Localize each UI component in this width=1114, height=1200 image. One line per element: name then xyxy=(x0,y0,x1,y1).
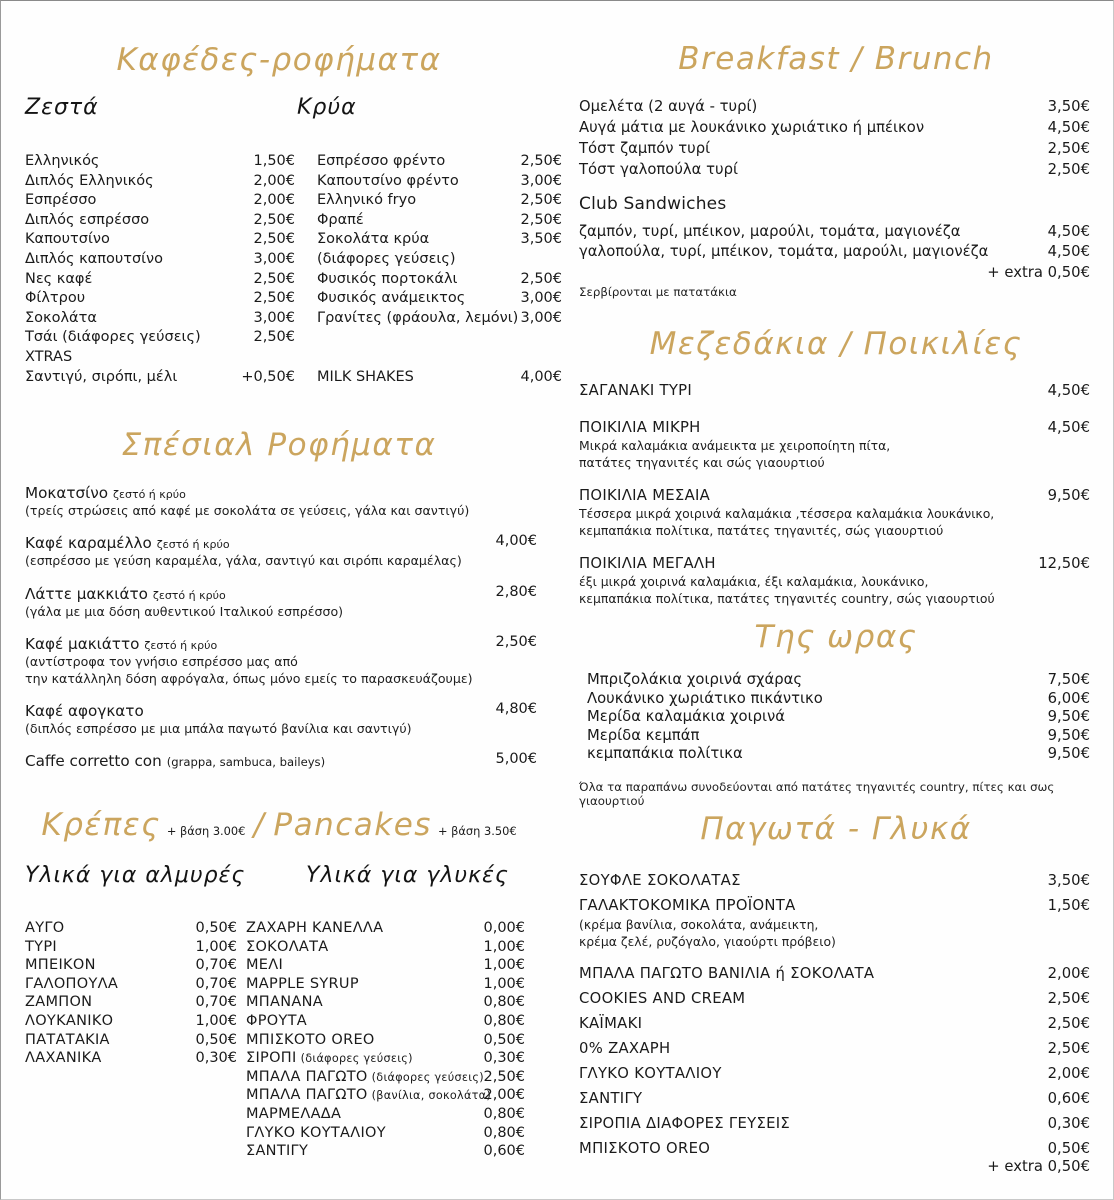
section-desserts xyxy=(557,813,1114,846)
desserts-title: Παγωτά - Γλυκά xyxy=(700,811,972,847)
table-row xyxy=(587,727,1090,746)
menu-item-name: Μερίδα κεμπάπ xyxy=(587,726,700,744)
menu-item-price: 2,50€ xyxy=(253,211,295,228)
table-row xyxy=(25,152,562,172)
menu-item-price: 2,50€ xyxy=(520,192,562,209)
menu-item-name: Λουκάνικο χωριάτικο πικάντικο xyxy=(587,689,823,707)
menu-item-name: Διπλός εσπρέσσο xyxy=(25,211,150,228)
mezedes-list xyxy=(579,380,1090,622)
filling-price: 1,00€ xyxy=(195,938,237,955)
table-row xyxy=(587,671,1090,690)
menu-item-price: 7,50€ xyxy=(1047,671,1090,688)
menu-item-price: 4,50€ xyxy=(1047,419,1090,436)
section-tis-oras xyxy=(557,621,1114,654)
filling-price: 2,50€ xyxy=(483,1068,525,1085)
filling-name: ΑΥΓΟ xyxy=(25,920,65,936)
table-row xyxy=(579,117,1090,138)
filling-price: 2,00€ xyxy=(483,1087,525,1104)
filling-name: ΤΥΡΙ xyxy=(25,938,57,955)
menu-item-name: Φυσικός ανάμεικτος xyxy=(317,290,466,307)
menu-item-name: Τσάι (διάφορες γεύσεις) xyxy=(25,329,201,346)
menu-item-name: Φίλτρου xyxy=(25,290,86,307)
menu-item-price: 4,50€ xyxy=(1047,119,1090,136)
menu-item-price: 4,50€ xyxy=(1047,223,1090,240)
menu-item-name: Καπουτσίνο xyxy=(25,231,110,248)
menu-item-price: 9,50€ xyxy=(1047,708,1090,725)
table-row xyxy=(1,1142,557,1161)
table-row xyxy=(579,242,1090,262)
fillings-table xyxy=(1,919,557,1161)
table-row xyxy=(1,1105,557,1124)
menu-item-price: 0,50€ xyxy=(1047,1140,1090,1158)
table-row xyxy=(25,191,562,211)
tis-oras-title: Της ωρας xyxy=(754,619,918,655)
table-row xyxy=(579,159,1090,180)
table-row xyxy=(1,1124,557,1143)
pancakes-title: Pancakes xyxy=(273,807,432,843)
menu-item-name: ΚΑΪΜΑΚΙ xyxy=(579,1015,643,1033)
menu-item-name: ΓΛΥΚΟ ΚΟΥΤΑΛΙΟΥ xyxy=(579,1065,722,1083)
menu-item-name: ΣΟΥΦΛΕ ΣΟΚΟΛΑΤΑΣ xyxy=(579,872,741,889)
menu-item-description: (διπλός εσπρέσσο με μια μπάλα παγωτό βανίλια και σαντιγύ) xyxy=(25,721,412,737)
menu-item-price: 9,50€ xyxy=(1047,745,1090,762)
coffee-subheading-cold: Κρύα xyxy=(297,95,357,120)
menu-item-price: 3,00€ xyxy=(253,309,295,326)
menu-item-name: Καφέ μακιάττο xyxy=(25,635,140,654)
breakfast-note: Σερβίρονται με πατατάκια xyxy=(579,285,737,299)
table-row xyxy=(579,96,1090,117)
filling-price: 0,50€ xyxy=(195,920,237,936)
menu-item-price: 2,50€ xyxy=(1047,1040,1090,1058)
filling-name: ΣΟΚΟΛΑΤΑ xyxy=(246,938,329,955)
milkshakes-price: 4,00€ xyxy=(520,368,562,385)
table-row xyxy=(1,993,557,1012)
desserts-list xyxy=(579,869,1090,1162)
menu-item-description: (αντίστροφα τον γνήσιο εσπρέσσο μας από xyxy=(25,654,298,670)
menu-item-name: Γρανίτες (φράουλα, λεμόνι) xyxy=(317,309,519,326)
list-item xyxy=(579,1037,1090,1060)
menu-item-price: 0,60€ xyxy=(1047,1090,1090,1108)
menu-item-name: Λάττε μακκιάτο xyxy=(25,584,148,603)
menu-item-name: Σοκολάτα xyxy=(25,309,97,326)
section-breakfast xyxy=(557,43,1114,76)
menu-item-name: (διάφορες γεύσεις) xyxy=(317,250,456,267)
menu-item-price: 5,00€ xyxy=(495,751,537,768)
menu-item-qualifier: ζεστό ή κρύο xyxy=(144,639,218,653)
list-item xyxy=(579,987,1090,1010)
menu-item-price: 2,50€ xyxy=(253,231,295,248)
crepes-title: Κρέπες xyxy=(41,807,161,843)
menu-item-name: ΜΠΙΣΚΟΤΟ OREO xyxy=(579,1140,711,1158)
filling-price: 0,30€ xyxy=(483,1050,525,1067)
menu-item-price: 2,50€ xyxy=(520,270,562,287)
menu-item-price: 12,50€ xyxy=(1038,555,1090,573)
table-row xyxy=(1,975,557,994)
menu-item-name: Εσπρέσσο xyxy=(25,192,97,209)
filling-price: 1,00€ xyxy=(483,938,525,955)
table-row xyxy=(1,1012,557,1031)
table-row xyxy=(1,956,557,975)
list-item xyxy=(579,1087,1090,1110)
menu-item-price: 4,00€ xyxy=(495,533,537,550)
menu-item-description: κεμπαπάκια πολίτικα, πατάτες τηγανιτές, σώς γιαουρτιού xyxy=(579,522,944,538)
menu-item-name: Εσπρέσσο φρέντο xyxy=(317,153,446,169)
menu-item-description: έξι μικρά χοιρινά καλαμάκια, έξι καλαμάκια, λουκάνικο, xyxy=(579,574,929,590)
menu-item-name: COOKIES AND CREAM xyxy=(579,990,746,1008)
menu-item-name: Μπριζολάκια χοιρινά σχάρας xyxy=(587,671,803,688)
menu-item-name: Καπουτσίνο φρέντο xyxy=(317,172,459,189)
menu-item-description: την κατάλληλη δόση αφρόγαλα, όπως μόνο εμείς το παρασκευάζουμε) xyxy=(25,670,473,686)
menu-item-name: Ελληνικό fryo xyxy=(317,192,417,209)
menu-item-name: Ομελέτα (2 αυγά - τυρί) xyxy=(579,98,758,115)
table-row xyxy=(579,222,1090,242)
table-row xyxy=(1,1049,557,1068)
menu-item-price: 3,00€ xyxy=(520,290,562,307)
menu-item-name: ΠΟΙΚΙΛΙΑ ΜΕΓΑΛΗ xyxy=(579,555,716,573)
filling-price: 0,80€ xyxy=(483,1105,525,1122)
menu-item-description: (κρέμα βανίλια, σοκολάτα, ανάμεικτη, xyxy=(579,917,819,932)
filling-name: ΓΑΛΟΠΟΥΛΑ xyxy=(25,975,119,992)
filling-name: ΜΠΕΙΚΟΝ xyxy=(25,957,96,974)
table-row xyxy=(25,309,562,329)
filling-name: ΠΑΤΑΤΑΚΙΑ xyxy=(25,1031,110,1048)
menu-item-name: γαλοπούλα, τυρί, μπέικον, τομάτα, μαρούλι, μαγιονέζα xyxy=(579,243,989,260)
menu-item-description: Τέσσερα μικρά χοιρινά καλαμάκια ,τέσσερα καλαμάκια λουκάνικο, xyxy=(579,506,995,522)
menu-item-price: 3,50€ xyxy=(520,231,562,248)
menu-item-description: κεμπαπάκια πολίτικα, πατάτες τηγανιτές country, σώς γιαουρτιού xyxy=(579,590,995,606)
filling-price: 0,70€ xyxy=(195,957,237,974)
filling-variant: (βανίλια, σοκολάτα) xyxy=(371,1089,491,1103)
menu-item-price: 3,50€ xyxy=(1047,98,1090,115)
desserts-extra-price: + extra 0,50€ xyxy=(987,1158,1090,1175)
milkshakes-name: MILK SHAKES xyxy=(317,368,414,385)
filling-name: ΓΛΥΚΟ ΚΟΥΤΑΛΙΟΥ xyxy=(246,1124,386,1141)
menu-item-qualifier: ζεστό ή κρύο xyxy=(152,588,226,602)
menu-item-name: Μερίδα καλαμάκια χοιρινά xyxy=(587,708,786,725)
menu-item-price: 2,50€ xyxy=(1047,161,1090,178)
filling-name: MAPPLE SYRUP xyxy=(246,975,359,992)
filling-variant: (διάφορες γεύσεις) xyxy=(371,1070,484,1084)
menu-item-price: 9,50€ xyxy=(1047,487,1090,505)
filling-name: ΛΟΥΚΑΝΙΚΟ xyxy=(25,1012,114,1029)
menu-item-name: 0% ΖΑΧΑΡΗ xyxy=(579,1040,671,1058)
list-item xyxy=(25,751,545,771)
coffee-title: Καφέδες-ροφήματα xyxy=(116,42,442,78)
section-special-drinks xyxy=(1,429,557,462)
filling-price: 1,00€ xyxy=(483,975,525,992)
special-drinks-title: Σπέσιαλ Ροφήματα xyxy=(121,427,437,463)
filling-price: 0,60€ xyxy=(483,1143,525,1160)
table-row xyxy=(25,328,545,348)
list-item xyxy=(579,417,1090,471)
table-row xyxy=(25,172,562,192)
table-row xyxy=(587,708,1090,727)
filling-name: ΜΑΡΜΕΛΑΔΑ xyxy=(246,1105,342,1122)
list-item xyxy=(579,1012,1090,1035)
menu-item-name: ΓΑΛΑΚΤΟΚΟΜΙΚΑ ΠΡΟΪΟΝΤΑ xyxy=(579,897,796,914)
filling-name: ΣΑΝΤΙΓΥ xyxy=(246,1143,309,1160)
menu-item-name: Μοκατσίνο xyxy=(25,484,109,502)
list-item xyxy=(579,869,1090,892)
section-coffee xyxy=(1,44,557,77)
club-extra-price: + extra 0,50€ xyxy=(987,264,1090,281)
filling-price: 0,80€ xyxy=(483,1012,525,1029)
menu-item-price: 2,80€ xyxy=(495,583,537,600)
section-mezedes xyxy=(557,328,1114,361)
table-row xyxy=(1,1068,557,1087)
list-item xyxy=(579,380,1090,401)
filling-price: 1,00€ xyxy=(483,957,525,974)
menu-item-name: Σοκολάτα κρύα xyxy=(317,231,430,248)
fillings-subheading-savoury: Υλικά για αλμυρές xyxy=(25,863,246,888)
menu-item-name: κεμπαπάκια πολίτικα xyxy=(587,745,743,762)
special-drinks-list xyxy=(25,483,545,785)
menu-item-price: 2,50€ xyxy=(253,270,295,287)
list-item xyxy=(25,584,545,620)
club-sandwiches-title: Club Sandwiches xyxy=(579,194,727,214)
menu-item-price: 4,50€ xyxy=(1047,382,1090,399)
filling-name: ΦΡΟΥΤΑ xyxy=(246,1012,308,1029)
crepes-base-price: + βάση 3.00€ xyxy=(166,824,246,838)
mezedes-title: Μεζεδάκια / Ποικιλίες xyxy=(649,326,1023,362)
coffee-subheading-hot: Ζεστά xyxy=(25,95,99,120)
filling-price: 1,00€ xyxy=(195,1012,237,1029)
menu-item-price: 2,50€ xyxy=(520,153,562,169)
menu-item-name: ΠΟΙΚΙΛΙΑ ΜΕΣΑΙΑ xyxy=(579,487,711,505)
filling-name: ΖΑΜΠΟΝ xyxy=(25,994,93,1011)
xtras-block xyxy=(25,348,562,387)
filling-name: ΜΕΛΙ xyxy=(246,957,284,974)
filling-price: 0,80€ xyxy=(483,1124,525,1141)
menu-item-name: ΣΑΝΤΙΓΥ xyxy=(579,1090,643,1108)
list-item xyxy=(25,701,545,737)
table-row xyxy=(1,1086,557,1105)
menu-item-price: 0,30€ xyxy=(1047,1115,1090,1133)
menu-item-price: 2,50€ xyxy=(253,329,295,346)
menu-item-price: 2,00€ xyxy=(1047,1065,1090,1083)
menu-item-price: 2,00€ xyxy=(1047,965,1090,983)
menu-item-description: κρέμα ζελέ, ρυζόγαλο, γιαούρτι πρόβειο) xyxy=(579,933,836,949)
menu-item-qualifier: (grappa, sambuca, baileys) xyxy=(166,755,326,770)
table-row xyxy=(25,211,562,231)
filling-price: 0,50€ xyxy=(483,1031,525,1048)
filling-name: ΜΠΑΛΑ ΠΑΓΩΤΟ (βανίλια, σοκολάτα) xyxy=(246,1087,491,1104)
breakfast-title: Breakfast / Brunch xyxy=(678,41,994,77)
filling-name: ΖΑΧΑΡΗ ΚΑΝΕΛΛΑ xyxy=(246,920,384,936)
tis-oras-list xyxy=(587,671,1090,764)
menu-item-price: 3,00€ xyxy=(253,250,295,267)
menu-item-name: Φραπέ xyxy=(317,211,364,228)
menu-item-name: Ελληνικός xyxy=(25,153,100,169)
menu-item-price: 2,50€ xyxy=(1047,140,1090,157)
list-item xyxy=(25,533,545,569)
xtras-label: XTRAS xyxy=(25,349,73,365)
filling-name: ΜΠΑΝΑΝΑ xyxy=(246,994,323,1011)
fillings-subheading-sweet: Υλικά για γλυκές xyxy=(306,863,509,888)
menu-item-price: 3,50€ xyxy=(1047,872,1090,889)
menu-item-name: Τόστ ζαμπόν τυρί xyxy=(579,140,711,157)
filling-price: 0,50€ xyxy=(195,1031,237,1048)
coffee-table xyxy=(25,152,562,348)
menu-item-price: 2,50€ xyxy=(1047,1015,1090,1033)
pancakes-base-price: + βάση 3.50€ xyxy=(437,824,517,838)
list-item xyxy=(579,962,1090,985)
table-row xyxy=(1,1031,557,1050)
menu-item-price: 9,50€ xyxy=(1047,726,1090,744)
menu-item-description: πατάτες τηγανιτές και σώς γιαουρτιού xyxy=(579,454,825,470)
menu-item-description: (τρείς στρώσεις από καφέ με σοκολάτα σε γεύσεις, γάλα και σαντιγύ) xyxy=(25,503,470,518)
list-item xyxy=(579,1112,1090,1135)
menu-item-price: 2,50€ xyxy=(520,211,562,228)
table-row xyxy=(1,938,557,957)
xtras-price: +0,50€ xyxy=(241,368,295,385)
menu-item-price: 4,50€ xyxy=(1047,243,1090,260)
filling-price: 0,70€ xyxy=(195,975,237,992)
table-row xyxy=(25,289,562,309)
menu-item-price: 2,50€ xyxy=(1047,990,1090,1008)
menu-item-price: 4,80€ xyxy=(495,701,537,718)
table-row xyxy=(1,919,557,938)
menu-item-name: Caffe corretto con xyxy=(25,752,162,771)
menu-item-name: ζαμπόν, τυρί, μπέικον, μαρούλι, τομάτα, μαγιονέζα xyxy=(579,223,961,240)
menu-item-name: Καφέ καραμέλλο xyxy=(25,534,152,553)
table-row xyxy=(587,690,1090,709)
menu-item-description: (γάλα με μια δόση αυθεντικού Ιταλικού εσπρέσσο) xyxy=(25,603,344,619)
filling-price: 0,00€ xyxy=(483,920,525,936)
club-sandwiches-list xyxy=(579,222,1090,262)
menu-item-description: Μικρά καλαμάκια ανάμεικτα με χειροποίητη πίτα, xyxy=(579,438,891,453)
filling-name: ΛΑΧΑΝΙΚΑ xyxy=(25,1050,102,1067)
menu-item-price: 2,00€ xyxy=(253,172,295,189)
menu-item-price: 3,00€ xyxy=(520,309,562,326)
menu-item-price: 2,50€ xyxy=(495,634,537,651)
menu-item-name: Τόστ γαλοπούλα τυρί xyxy=(579,161,739,178)
menu-item-price: 1,50€ xyxy=(253,153,295,169)
list-item xyxy=(25,483,545,519)
menu-item-name: Αυγά μάτια με λουκάνικο χωριάτικο ή μπέικον xyxy=(579,119,925,136)
crepes-separator: / xyxy=(253,807,266,843)
table-row xyxy=(587,745,1090,764)
tis-oras-note: Όλα τα παραπάνω συνοδεύονται από πατάτες τηγανιτές country, πίτες και σως γιαουρτιού xyxy=(579,780,1055,808)
table-row xyxy=(25,250,545,270)
menu-item-name: Διπλός καπουτσίνο xyxy=(25,250,164,267)
menu-item-name: Νες καφέ xyxy=(25,270,93,287)
table-row xyxy=(579,138,1090,159)
menu-item-qualifier: ζεστό ή κρύο xyxy=(156,538,230,552)
list-item xyxy=(579,485,1090,539)
list-item xyxy=(25,634,545,687)
list-item xyxy=(579,553,1090,607)
xtras-name: Σαντιγύ, σιρόπι, μέλι xyxy=(25,368,178,385)
menu-item-price: 2,50€ xyxy=(253,290,295,307)
menu-item-price: 6,00€ xyxy=(1047,689,1090,707)
breakfast-list xyxy=(579,96,1090,180)
filling-name: ΜΠΑΛΑ ΠΑΓΩΤΟ (διάφορες γεύσεις) xyxy=(246,1068,484,1085)
list-item xyxy=(579,894,1090,950)
menu-item-qualifier: ζεστό ή κρύο xyxy=(113,488,186,501)
filling-price: 0,70€ xyxy=(195,994,237,1011)
filling-name: ΜΠΙΣΚΟΤΟ OREO xyxy=(246,1031,375,1048)
section-crepes-header xyxy=(1,809,557,842)
menu-item-name: ΣΑΓΑΝΑΚΙ ΤΥΡΙ xyxy=(579,382,693,399)
table-row xyxy=(25,270,562,290)
filling-price: 0,80€ xyxy=(483,994,525,1011)
filling-price: 0,30€ xyxy=(195,1050,237,1067)
menu-item-name: Καφέ αφογκατο xyxy=(25,702,144,721)
menu-item-name: Φυσικός πορτοκάλι xyxy=(317,270,458,287)
menu-item-price: 1,50€ xyxy=(1047,897,1090,914)
menu-item-name: ΜΠΑΛΑ ΠΑΓΩΤΟ ΒΑΝΙΛΙΑ ή ΣΟΚΟΛΑΤΑ xyxy=(579,965,875,983)
menu-item-name: Διπλός Ελληνικός xyxy=(25,172,154,189)
filling-name: ΣΙΡΟΠΙ (διάφορες γεύσεις) xyxy=(246,1050,413,1067)
table-row xyxy=(25,230,562,250)
menu-item-price: 3,00€ xyxy=(520,172,562,189)
filling-variant: (διάφορες γεύσεις) xyxy=(300,1052,413,1066)
list-item xyxy=(579,1062,1090,1085)
menu-item-price: 2,00€ xyxy=(253,192,295,209)
menu-item-description: (εσπρέσσο με γεύση καραμέλα, γάλα, σαντιγύ και σιρόπι καραμέλας) xyxy=(25,553,462,569)
menu-item-name: ΠΟΙΚΙΛΙΑ ΜΙΚΡΗ xyxy=(579,419,701,436)
menu-item-name: ΣΙΡΟΠΙΑ ΔΙΑΦΟΡΕΣ ΓΕΥΣΕΙΣ xyxy=(579,1115,791,1133)
